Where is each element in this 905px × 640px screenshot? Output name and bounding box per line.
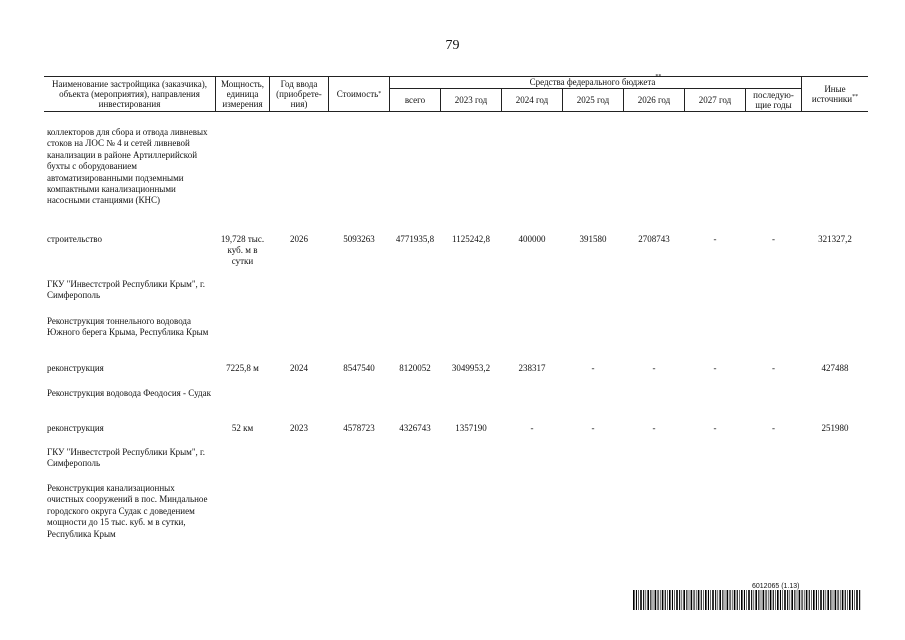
table-header bbox=[44, 76, 868, 112]
row-2024: - bbox=[530, 423, 534, 433]
row-later: - bbox=[772, 234, 775, 244]
object-description: коллекторов для сбора и отвода ливневых стоков на ЛОС № 4 и сетей ливневой канализации в районе Артиллерийской бухты с оборудованием автоматизированными подземными компактными канализационными насосными станциями (КНС) bbox=[47, 127, 208, 206]
row-capacity: 7225,8 м bbox=[226, 363, 259, 373]
barcode-icon bbox=[633, 590, 861, 610]
header-2023: 2023 год bbox=[454, 95, 488, 105]
row-name: реконструкция bbox=[47, 423, 104, 433]
row-2025: - bbox=[591, 423, 595, 433]
row-total: 4326743 bbox=[399, 423, 431, 433]
header-2026: 2026 год bbox=[637, 95, 671, 105]
row-2025: 391580 bbox=[579, 234, 607, 244]
row-total: 8120052 bbox=[399, 363, 431, 373]
row-other: 427488 bbox=[821, 363, 849, 373]
header-2024: 2024 год bbox=[515, 95, 549, 105]
row-2025: - bbox=[591, 363, 595, 373]
object-title: Реконструкция тоннельного водовода Южного берега Крыма, Республика Крым bbox=[47, 316, 209, 338]
row-2026: 2708743 bbox=[638, 234, 670, 244]
header-year: Год ввода (приобрете- ния) bbox=[276, 79, 322, 109]
row-total: 4771935,8 bbox=[395, 234, 435, 244]
row-2027: - bbox=[713, 363, 717, 373]
table-row bbox=[44, 234, 868, 268]
row-2023: 1125242,8 bbox=[452, 234, 490, 244]
row-2027: - bbox=[713, 234, 717, 244]
row-2026: - bbox=[652, 363, 656, 373]
row-capacity: 19,728 тыс. куб. м в сутки bbox=[220, 234, 265, 266]
header-2027: 2027 год bbox=[698, 95, 732, 105]
row-2024: 238317 bbox=[518, 363, 546, 373]
table-row bbox=[44, 423, 868, 457]
header-cost: Стоимость * bbox=[336, 89, 382, 99]
header-other: Иные источники** bbox=[811, 84, 859, 104]
header-later: последую- щие годы bbox=[753, 90, 794, 110]
header-federal: Средства федерального бюджета ** bbox=[529, 74, 662, 87]
row-2023: 1357190 bbox=[455, 423, 487, 433]
row-2024: 400000 bbox=[518, 234, 546, 244]
object-title: Реконструкция водовода Феодосия - Судак bbox=[47, 388, 211, 398]
row-year: 2026 bbox=[290, 234, 308, 244]
row-other: 251980 bbox=[821, 423, 849, 433]
header-2025: 2025 год bbox=[576, 95, 610, 105]
header-name: Наименование застройщика (заказчика), объекта (мероприятия), направления инвестирования bbox=[52, 79, 207, 109]
row-later: - bbox=[772, 363, 775, 373]
row-year: 2024 bbox=[290, 363, 308, 373]
object-title: Реконструкция канализационных очистных сооружений в пос. Миндальное городского округа Судак с доведением мощности до 15 тыс. куб. м в сутки, Республика Крым bbox=[47, 483, 208, 539]
row-cost: 4578723 bbox=[343, 423, 375, 433]
developer-name: ГКУ "Инвестстрой Республики Крым", г. Симферополь bbox=[47, 279, 205, 301]
row-cost: 8547540 bbox=[343, 363, 375, 373]
header-capacity: Мощность, единица измерения bbox=[220, 79, 265, 109]
header-total: всего bbox=[404, 95, 426, 105]
row-name: строительство bbox=[47, 234, 102, 244]
row-later: - bbox=[772, 423, 775, 433]
row-other: 321327,2 bbox=[818, 234, 852, 244]
row-capacity: 52 км bbox=[231, 423, 254, 433]
row-2027: - bbox=[713, 423, 717, 433]
row-cost: 5093263 bbox=[343, 234, 375, 244]
row-2026: - bbox=[652, 423, 656, 433]
row-2023: 3049953,2 bbox=[451, 363, 491, 373]
row-name: реконструкция bbox=[47, 363, 104, 373]
table-row bbox=[44, 363, 868, 397]
page-number: 79 bbox=[445, 38, 460, 53]
row-year: 2023 bbox=[290, 423, 308, 433]
barcode-number: 6012065 (1.13) bbox=[752, 583, 800, 590]
developer-name: ГКУ "Инвестстрой Республики Крым", г. Симферополь bbox=[47, 447, 205, 469]
